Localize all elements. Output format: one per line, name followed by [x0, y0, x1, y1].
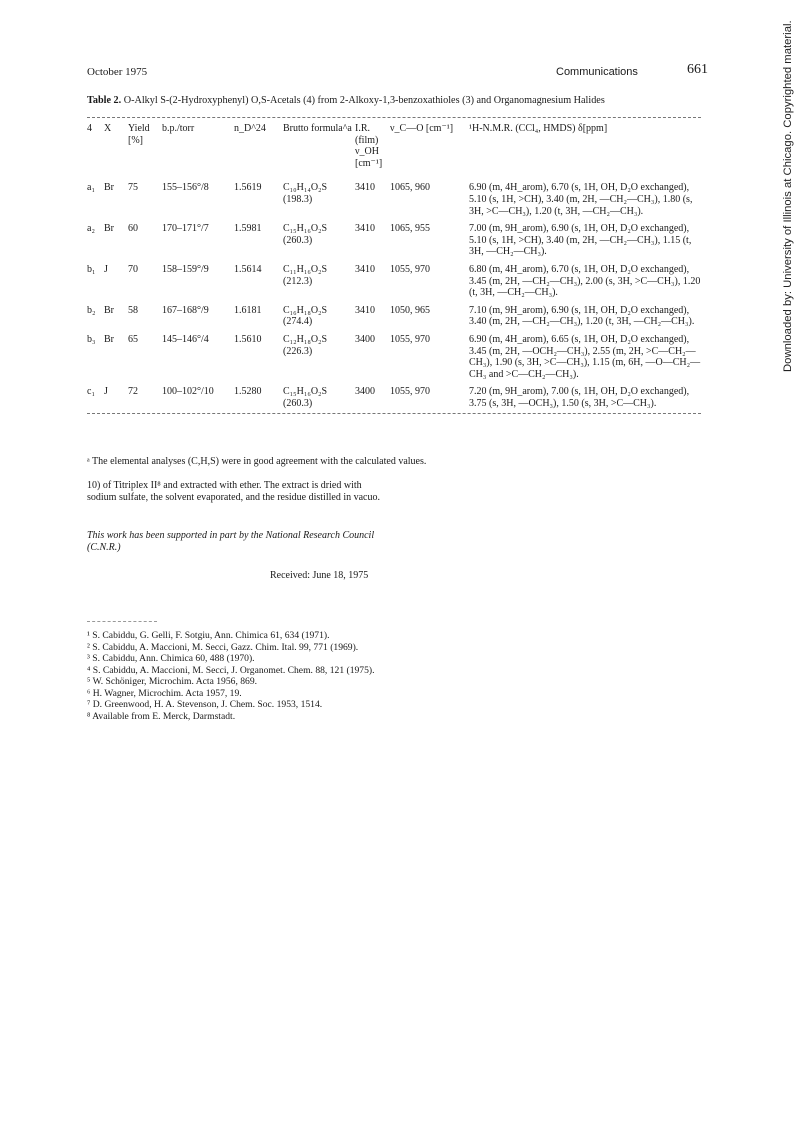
cell-formula-text: C₁₀H₁₄O₂S [283, 182, 328, 194]
table-footnote: ᵃ The elemental analyses (C,H,S) were in good agreement with the calculated values. [87, 456, 427, 467]
cell-halide: Br [104, 333, 114, 345]
cell-molecular-weight: (212.3) [283, 275, 313, 287]
received-date: Received: June 18, 1975 [270, 570, 369, 581]
cell-formula [283, 258, 355, 299]
table-caption-text: O-Alkyl S-(2-Hydroxyphenyl) O,S-Acetals (4) from 2-Alkoxy-1,3-benzoxathioles (3) and Organomagnesium Halides [123, 95, 605, 106]
header-bp: b.p./torr [162, 123, 195, 134]
cell-compound: b₃ [87, 333, 96, 345]
cell-yield: 65 [128, 333, 138, 345]
results-table [87, 123, 701, 409]
cell-molecular-weight: (260.3) [283, 397, 313, 409]
cell-molecular-weight: (198.3) [283, 193, 313, 205]
cell-compound: c₁ [87, 386, 95, 398]
table-bottom-rule [87, 413, 701, 414]
cell-refractive-index: 1.6181 [234, 304, 262, 316]
cell-ir-co: 1065, 955 [390, 223, 430, 235]
cell-refractive-index: 1.5981 [234, 223, 262, 235]
cell-molecular-weight: (260.3) [283, 234, 313, 246]
table-row [87, 380, 701, 409]
cell-ir-oh: 3410 [355, 182, 375, 194]
references-rule [87, 621, 157, 622]
cell-formula-text: C₁₅H₁₆O₂S [283, 223, 328, 235]
cell-nmr: 6.80 (m, 4H_arom), 6.70 (s, 1H, OH, D₂O exchanged), 3.45 (m, 2H, —CH₂—CH₃), 2.00 (s, 3H, >C—CH₃), 1.20 (t, 3H, —CH₂—CH₃). [469, 263, 701, 299]
table-top-rule [87, 117, 701, 118]
cell-formula-text: C₁₆H₁₈O₂S [283, 304, 328, 316]
cell-bp: 167–168°/9 [162, 304, 209, 316]
header-nmr: ¹H-N.M.R. (CCl₄, HMDS) δ[ppm] [469, 123, 608, 134]
cell-nmr: 6.90 (m, 4H_arom), 6.65 (s, 1H, OH, D₂O exchanged), 3.45 (m, 2H, —OCH₂—CH₃), 2.55 (m, 2H, >C—CH₂—CH₃), 1.90 (s, 3H, >C—CH₃), 1.15 (m, 6H, —O—CH₂—CH₃ and >C—CH₂—CH₃). [469, 333, 701, 380]
cell-halide: Br [104, 182, 114, 194]
table-row [87, 217, 701, 258]
table-caption [87, 95, 707, 106]
cell-molecular-weight: (274.4) [283, 316, 313, 328]
cell-ir-oh: 3410 [355, 304, 375, 316]
cell-halide: J [104, 386, 108, 398]
header-refractive-index: n_D^24 [234, 123, 266, 134]
header-x: X [104, 123, 112, 134]
header-formula: Brutto formula^a [283, 123, 352, 134]
cell-ir-oh: 3410 [355, 223, 375, 235]
body-paragraph: 10) of Titriplex II⁸ and extracted with ether. The extract is dried with sodium sulfate, the solvent evaporated, and the residue distilled in vacuo. [87, 480, 380, 503]
cell-formula-text: C₁₁H₁₆O₂S [283, 263, 328, 275]
cell-bp: 145–146°/4 [162, 333, 209, 345]
cell-ir-co: 1050, 965 [390, 304, 430, 316]
header-ir-co: ν_C—O [cm⁻¹] [390, 123, 454, 134]
header-compound: 4 [87, 123, 92, 134]
running-header-section: Communications [556, 66, 638, 78]
table-row [87, 174, 701, 217]
reference-item: ⁵ W. Schöniger, Microchim. Acta 1956, 869. [87, 676, 258, 687]
cell-yield: 70 [128, 263, 138, 275]
references-list [87, 630, 387, 722]
cell-refractive-index: 1.5614 [234, 263, 262, 275]
cell-formula [283, 174, 355, 217]
cell-ir-oh: 3410 [355, 263, 375, 275]
table-row [87, 328, 701, 380]
table-header-row [87, 123, 701, 174]
cell-ir-co: 1055, 970 [390, 386, 430, 398]
cell-bp: 158–159°/9 [162, 263, 209, 275]
cell-ir-co: 1055, 970 [390, 263, 430, 275]
cell-compound: a₁ [87, 182, 95, 194]
cell-refractive-index: 1.5619 [234, 182, 262, 194]
table-caption-label: Table 2. [87, 95, 122, 106]
cell-molecular-weight: (226.3) [283, 345, 313, 357]
reference-item: ⁴ S. Cabiddu, A. Maccioni, M. Secci, J. Organomet. Chem. 88, 121 (1975). [87, 664, 375, 676]
cell-nmr: 7.10 (m, 9H_arom), 6.90 (s, 1H, OH, D₂O exchanged), 3.40 (m, 2H, —CH₂—CH₃), 1.20 (t, 3H, —CH₂—CH₃). [469, 304, 695, 328]
cell-refractive-index: 1.5280 [234, 386, 262, 398]
cell-yield: 60 [128, 223, 138, 235]
cell-bp: 170–171°/7 [162, 223, 209, 235]
download-watermark: Downloaded by: University of Illinois at Chicago. Copyrighted material. [782, 20, 794, 372]
cell-formula [283, 380, 355, 409]
reference-item: ⁶ H. Wagner, Microchim. Acta 1957, 19. [87, 687, 242, 699]
table-row [87, 299, 701, 328]
table-row [87, 258, 701, 299]
cell-formula-text: C₁₂H₁₈O₂S [283, 333, 328, 345]
cell-bp: 100–102°/10 [162, 386, 214, 398]
cell-yield: 72 [128, 386, 138, 398]
cell-ir-oh: 3400 [355, 333, 375, 345]
cell-formula [283, 328, 355, 380]
cell-formula [283, 299, 355, 328]
cell-bp: 155–156°/8 [162, 182, 209, 194]
running-header-date: October 1975 [87, 66, 148, 78]
cell-ir-oh: 3400 [355, 386, 375, 398]
header-ir-oh: I.R. (film) ν_OH [cm⁻¹] [355, 123, 383, 169]
cell-compound: a₂ [87, 223, 95, 235]
cell-formula [283, 217, 355, 258]
acknowledgement: This work has been supported in part by the National Research Council (C.N.R.) [87, 530, 375, 553]
cell-compound: b₂ [87, 304, 96, 316]
header-yield: Yield [%] [128, 123, 150, 146]
cell-nmr: 7.00 (m, 9H_arom), 6.90 (s, 1H, OH, D₂O exchanged), 5.10 (s, 1H, >CH), 3.40 (m, 2H, —CH₂—CH₃), 1.15 (t, 3H, —CH₂—CH₃). [469, 223, 692, 258]
reference-item: ¹ S. Cabiddu, G. Gelli, F. Sotgiu, Ann. Chimica 61, 634 (1971). [87, 630, 330, 641]
cell-compound: b₁ [87, 263, 96, 275]
reference-item: ² S. Cabiddu, A. Maccioni, M. Secci, Gazz. Chim. Ital. 99, 771 (1969). [87, 641, 359, 653]
cell-halide: Br [104, 223, 114, 235]
reference-item: ⁷ D. Greenwood, H. A. Stevenson, J. Chem. Soc. 1953, 1514. [87, 699, 323, 710]
cell-nmr: 6.90 (m, 4H_arom), 6.70 (s, 1H, OH, D₂O exchanged), 5.10 (s, 1H, >CH), 3.40 (m, 2H, —CH₂—CH₃), 1.80 (s, 3H, >C—CH₃), 1.20 (t, 3H, —CH₂—CH₃). [469, 182, 693, 217]
reference-item: ⁸ Available from E. Merck, Darmstadt. [87, 710, 236, 722]
page-number: 661 [687, 62, 708, 77]
cell-yield: 58 [128, 304, 138, 316]
cell-refractive-index: 1.5610 [234, 333, 262, 345]
cell-ir-co: 1065, 960 [390, 182, 430, 194]
cell-ir-co: 1055, 970 [390, 333, 430, 345]
cell-halide: J [104, 263, 108, 275]
cell-yield: 75 [128, 182, 138, 194]
cell-formula-text: C₁₅H₁₆O₂S [283, 386, 328, 398]
reference-item: ³ S. Cabiddu, Ann. Chimica 60, 488 (1970). [87, 653, 255, 664]
cell-halide: Br [104, 304, 114, 316]
cell-nmr: 7.20 (m, 9H_arom), 7.00 (s, 1H, OH, D₂O exchanged), 3.75 (s, 3H, —OCH₃), 1.50 (s, 3H, >C—CH₃). [469, 386, 690, 409]
